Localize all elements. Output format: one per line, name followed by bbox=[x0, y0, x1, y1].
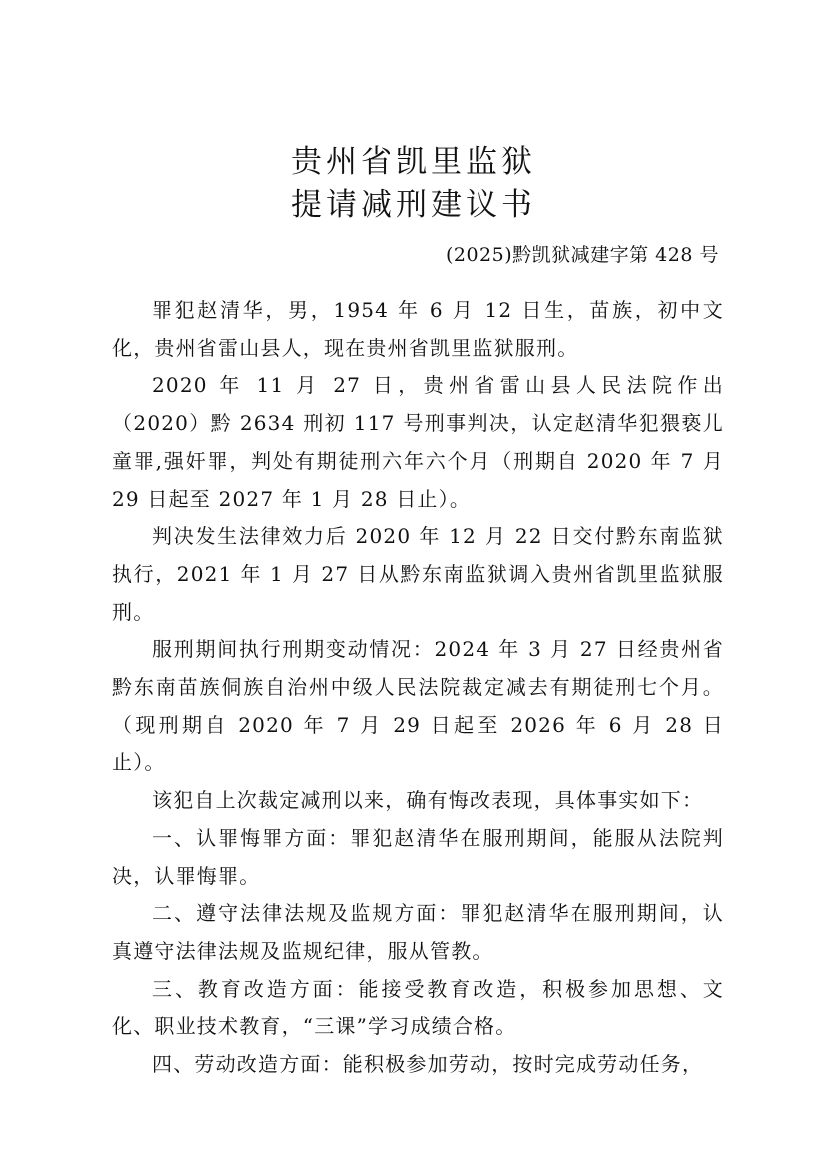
paragraph-item-3: 三、教育改造方面：能接受教育改造，积极参加思想、文化、职业技术教育，“三课”学习成绩合格。 bbox=[112, 976, 724, 1039]
paragraph-item-2: 二、遵守法律法规及监规方面：罪犯赵清华在服刑期间，认真遵守法律法规及监规纪律，服从管教。 bbox=[112, 901, 724, 963]
paragraph-personal-info: 罪犯赵清华，男，1954 年 6 月 12 日生，苗族，初中文化，贵州省雷山县人，现在贵州省凯里监狱服刑。 bbox=[112, 298, 724, 360]
paragraph-repentance-intro: 该犯自上次裁定减刑以来，确有悔改表现，具体事实如下： bbox=[152, 788, 704, 813]
paragraph-transfer: 判决发生法律效力后 2020 年 12 月 22 日交付黔东南监狱执行，2021 年 1 月 27 日从黔东南监狱调入贵州省凯里监狱服刑。 bbox=[112, 524, 724, 624]
paragraph-sentence-change: 服刑期间执行刑期变动情况：2024 年 3 月 27 日经贵州省黔东南苗族侗族自治州中级人民法院裁定减去有期徒刑七个月。（现刑期自 2020 年 7 月 29 日起至 2026 年 6 月 28 日止）。 bbox=[112, 637, 724, 775]
document-title-line2: 提请减刑建议书 bbox=[291, 187, 536, 223]
document-title-line1: 贵州省凯里监狱 bbox=[291, 144, 536, 180]
document-body bbox=[112, 292, 724, 1084]
paragraph-item-4: 四、劳动改造方面：能积极参加劳动，按时完成劳动任务， bbox=[152, 1052, 704, 1077]
document-number: (2025)黔凯狱减建字第 428 号 bbox=[445, 244, 719, 266]
paragraph-item-1: 一、认罪悔罪方面：罪犯赵清华在服刑期间，能服从法院判决，认罪悔罪。 bbox=[112, 825, 724, 888]
paragraph-judgment: 2020 年 11 月 27 日，贵州省雷山县人民法院作出（2020）黔 2634 刑初 117 号刑事判决，认定赵清华犯猥亵儿童罪,强奸罪，判处有期徒刑六年六个月（刑期自 2020 年 7 月 29 日起至 2027 年 1 月 28 日止）。 bbox=[112, 373, 724, 511]
